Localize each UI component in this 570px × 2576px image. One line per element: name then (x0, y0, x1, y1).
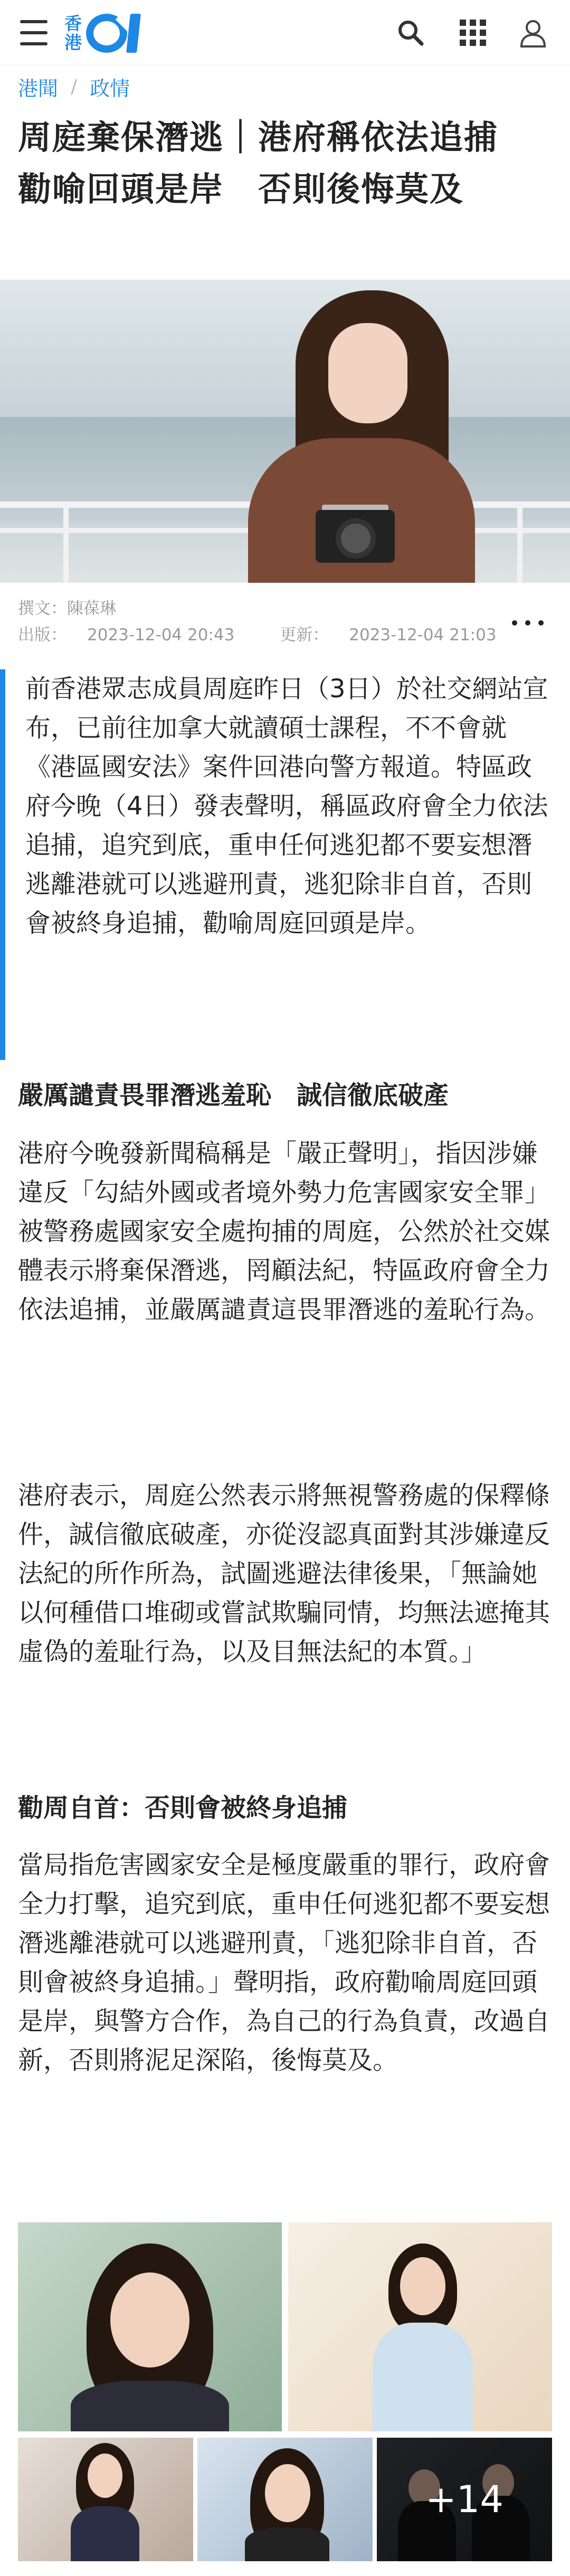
updated-label: 更新： (280, 626, 329, 645)
paragraph: 當局指危害國家安全是極度嚴重的罪行，政府會全力打擊，追究到底，重申任何逃犯都不要妄想潛逃離港就可以逃避刑責，「逃犯除非自首，否則會被終身追捕。」聲明指，政府勸喻周庭回頭是岸，與警方合作，為自己的行為負責，改過自新，否則將泥足深陷，後悔莫及。 (18, 1850, 550, 2075)
updated-time: 2023-12-04 21:03 (349, 626, 497, 645)
site-logo[interactable] (64, 12, 147, 55)
logo-text (64, 14, 82, 52)
gallery-image[interactable] (288, 2222, 552, 2431)
gallery-image[interactable] (18, 2438, 193, 2561)
published-label: 出版： (18, 626, 67, 645)
apps-grid-icon[interactable] (455, 15, 491, 51)
breadcrumb-separator: / (71, 75, 78, 98)
logo-text-top: 香 (64, 13, 82, 34)
author-name[interactable]: 陳葆琳 (67, 599, 116, 618)
breadcrumb (18, 71, 130, 102)
gallery-image[interactable] (18, 2222, 282, 2431)
section-heading: 嚴厲譴責畏罪潛逃羞恥 誠信徹底破產 (18, 1081, 449, 1110)
top-navigation-bar (0, 0, 570, 65)
gallery-more-count[interactable]: +14 (377, 2438, 552, 2561)
search-icon[interactable] (393, 15, 429, 51)
article-meta (18, 595, 537, 648)
hero-image[interactable] (0, 280, 570, 583)
user-icon[interactable] (515, 15, 551, 51)
logo-text-bottom: 港 (64, 32, 82, 53)
paragraph: 港府今晚發新聞稿稱是「嚴正聲明」，指因涉嫌違反「勾結外國或者境外勢力危害國家安全罪」被警務處國家安全處拘捕的周庭，公然於社交媒體表示將棄保潛逃，罔顧法紀，特區政府會全力依法追捕，並嚴厲譴責這畏罪潛逃的羞恥行為。 (18, 1139, 550, 1324)
lead-paragraph: 前香港眾志成員周庭昨日（3日）於社交網站宣布，已前往加拿大就讀碩士課程，不不會就《港區國安法》案件回港向警方報道。特區政府今晚（4日）發表聲明，稱區政府會全力依法追捕，追究到底，重申任何逃犯都不要妄想潛逃離港就可以逃避刑責，逃犯除非自首，否則會被終身追捕，勸喻周庭回頭是岸。 (25, 674, 548, 938)
more-options-icon[interactable] (512, 612, 544, 633)
breadcrumb-item-politics[interactable]: 政情 (90, 77, 130, 100)
photo-gallery (18, 2222, 552, 2561)
author-label: 撰文： (18, 599, 67, 618)
menu-icon[interactable] (20, 20, 48, 45)
section-heading: 勸周自首：否則會被終身追捕 (18, 1793, 348, 1823)
published-time: 2023-12-04 20:43 (87, 626, 235, 645)
paragraph: 港府表示，周庭公然表示將無視警務處的保釋條件，誠信徹底破產，亦從沒認真面對其涉嫌違反法紀的所作所為，試圖逃避法律後果，「無論她以何種借口堆砌或嘗試欺騙同情，均無法遮掩其虛偽的羞耻行為，以及目無法紀的本質。」 (18, 1481, 550, 1666)
article-title: 周庭棄保潛逃｜港府稱依法追捕 勸喻回頭是岸 否則後悔莫及 (18, 118, 533, 209)
article-lead (0, 669, 570, 1060)
logo-01-mark (85, 12, 147, 55)
breadcrumb-item-news[interactable]: 港聞 (18, 77, 59, 100)
lead-accent-bar (0, 669, 5, 1060)
gallery-image[interactable] (197, 2438, 373, 2561)
